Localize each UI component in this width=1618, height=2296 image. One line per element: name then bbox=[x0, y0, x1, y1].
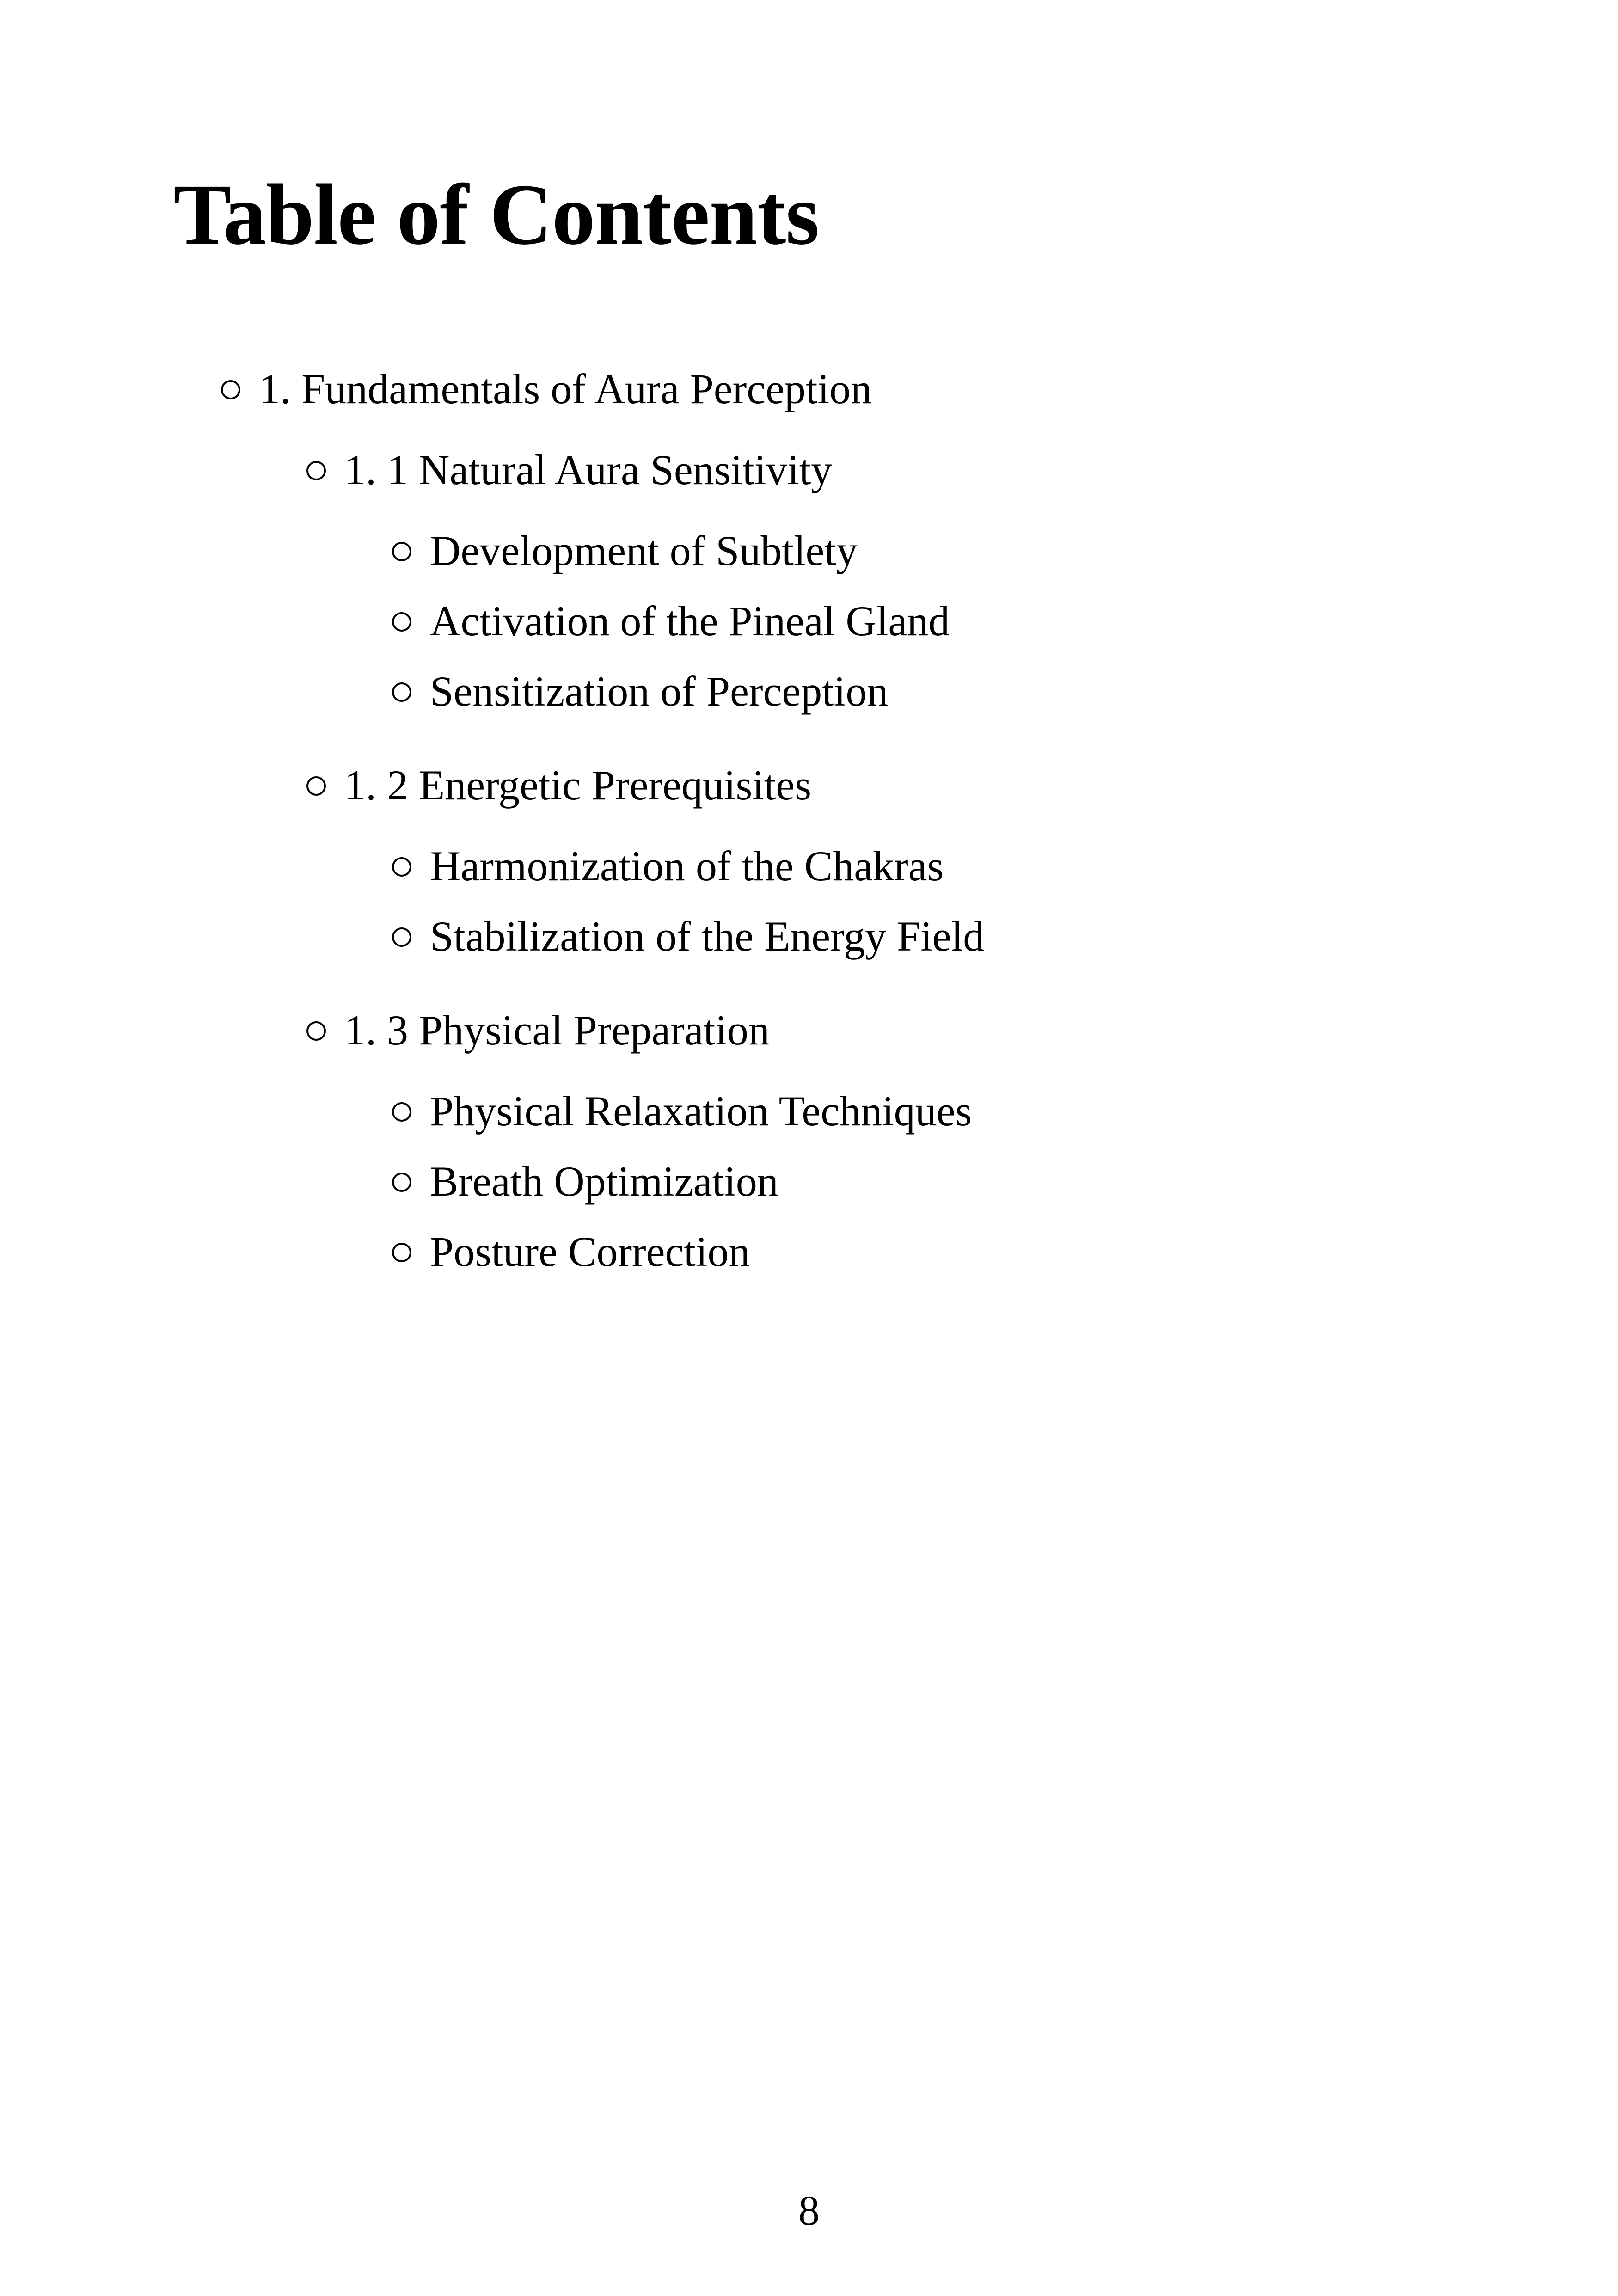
circle-bullet-icon bbox=[221, 380, 240, 399]
toc-entry-text: Stabilization of the Energy Field bbox=[430, 913, 985, 960]
toc-entry-subsection[interactable] bbox=[392, 529, 858, 572]
circle-bullet-icon bbox=[392, 682, 411, 702]
toc-entry-chapter[interactable] bbox=[221, 365, 872, 412]
toc-entry-text: Sensitization of Perception bbox=[430, 668, 889, 715]
toc-entry-text: Posture Correction bbox=[430, 1228, 750, 1275]
toc-entry-text: 1. 1 Natural Aura Sensitivity bbox=[344, 446, 833, 493]
circle-bullet-icon bbox=[392, 1243, 411, 1262]
circle-bullet-icon bbox=[306, 461, 326, 480]
toc-entry-subsection[interactable] bbox=[392, 1160, 778, 1203]
toc-entry-text: 1. 2 Energetic Prerequisites bbox=[344, 761, 812, 809]
toc-entry-section[interactable] bbox=[306, 761, 812, 809]
toc-entry-text: Physical Relaxation Techniques bbox=[430, 1087, 972, 1135]
toc-entry-section[interactable] bbox=[306, 1007, 770, 1054]
circle-bullet-icon bbox=[392, 612, 411, 632]
page-number: 8 bbox=[798, 2187, 820, 2234]
circle-bullet-icon bbox=[306, 1021, 326, 1041]
toc-entry-subsection[interactable] bbox=[392, 597, 950, 645]
toc-entry-text: Breath Optimization bbox=[430, 1158, 778, 1205]
toc-entry-subsection[interactable] bbox=[392, 842, 944, 890]
circle-bullet-icon bbox=[306, 776, 326, 796]
toc-entry-text: Harmonization of the Chakras bbox=[430, 842, 944, 890]
toc-entry-section[interactable] bbox=[306, 448, 832, 491]
circle-bullet-icon bbox=[392, 857, 411, 877]
toc-entry-subsection[interactable] bbox=[392, 1087, 972, 1135]
toc-entry-text: Activation of the Pineal Gland bbox=[430, 597, 950, 645]
toc-entry-subsection[interactable] bbox=[392, 668, 889, 715]
toc-entry-text: 1. 3 Physical Preparation bbox=[344, 1007, 770, 1054]
toc-entry-text: Development of Subtlety bbox=[430, 527, 858, 574]
circle-bullet-icon bbox=[392, 1173, 411, 1192]
toc-entry-subsection[interactable] bbox=[392, 915, 984, 958]
circle-bullet-icon bbox=[392, 542, 411, 561]
toc-entry-text: 1. Fundamentals of Aura Perception bbox=[259, 365, 872, 412]
page-title: Table of Contents bbox=[173, 166, 819, 263]
circle-bullet-icon bbox=[392, 927, 411, 947]
circle-bullet-icon bbox=[392, 1102, 411, 1122]
toc-entry-subsection[interactable] bbox=[392, 1230, 750, 1273]
